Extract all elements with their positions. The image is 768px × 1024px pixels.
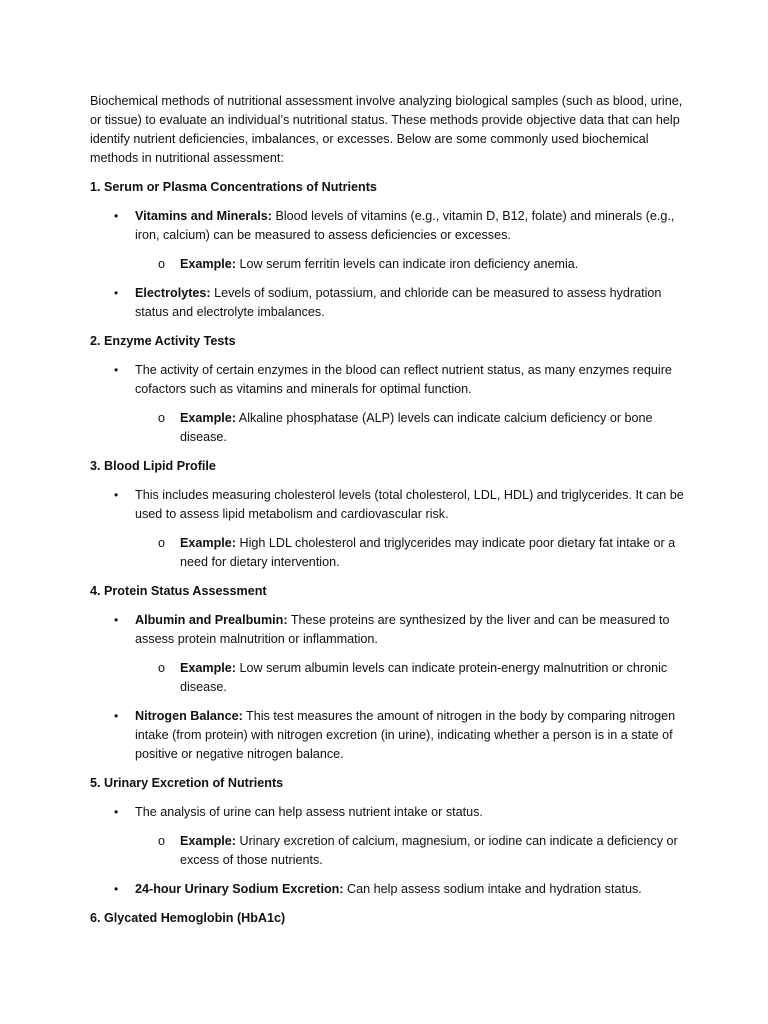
sub-bullet-marker: o (158, 834, 166, 848)
bullet-label: 24-hour Urinary Sodium Excretion: (135, 882, 344, 896)
section-heading: 5. Urinary Excretion of Nutrients (90, 776, 284, 790)
bullet-description: Can help assess sodium intake and hydration status. (343, 882, 642, 896)
bullet-description: These proteins are synthesized by the liver and can be measured to assess protein malnutrition or inflammation. (135, 613, 670, 646)
sub-bullet-marker: o (158, 257, 166, 271)
sub-item (135, 659, 690, 697)
bullet-item (90, 803, 690, 870)
example-label: Example: (180, 661, 236, 675)
sub-bullet-marker: o (158, 661, 166, 675)
example-text: Low serum albumin levels can indicate protein-energy malnutrition or chronic disease. (180, 661, 668, 694)
section-heading: 3. Blood Lipid Profile (90, 459, 216, 473)
bullet-label: Nitrogen Balance: (135, 709, 243, 723)
sections-container (90, 178, 690, 928)
bullet-description: The activity of certain enzymes in the blood can reflect nutrient status, as many enzymes require cofactors such as vitamins and minerals for optimal function. (135, 363, 672, 396)
sub-list (135, 659, 690, 697)
bullet-item (90, 707, 690, 764)
bullet-text (135, 488, 684, 521)
bullet-marker: • (114, 805, 119, 819)
bullet-item (90, 284, 690, 322)
section-heading: 6. Glycated Hemoglobin (HbA1c) (90, 911, 286, 925)
sub-list (135, 409, 690, 447)
bullet-list (90, 486, 690, 572)
bullet-list (90, 611, 690, 764)
example-text: High LDL cholesterol and triglycerides may indicate poor dietary fat intake or a need for dietary intervention. (180, 536, 676, 569)
bullet-marker: • (114, 286, 119, 300)
document-page (90, 92, 690, 938)
sub-item (135, 534, 690, 572)
sub-item (135, 832, 690, 870)
bullet-description: This includes measuring cholesterol levels (total cholesterol, LDL, HDL) and triglycerides. It can be used to assess lipid metabolism and cardiovascular risk. (135, 488, 684, 521)
bullet-list (90, 803, 690, 899)
sub-bullet-marker: o (158, 411, 166, 425)
bullet-label: Electrolytes: (135, 286, 211, 300)
bullet-text (135, 209, 674, 242)
bullet-marker: • (114, 709, 119, 723)
example-label: Example: (180, 834, 236, 848)
bullet-text (135, 286, 661, 319)
bullet-item (90, 486, 690, 572)
example-label: Example: (180, 536, 236, 550)
bullet-item (90, 880, 690, 899)
bullet-label: Albumin and Prealbumin: (135, 613, 288, 627)
example-text: Low serum ferritin levels can indicate iron deficiency anemia. (236, 257, 579, 271)
bullet-item (90, 611, 690, 697)
sub-list (135, 832, 690, 870)
bullet-text (135, 709, 675, 761)
bullet-label: Vitamins and Minerals: (135, 209, 272, 223)
bullet-description: Levels of sodium, potassium, and chloride can be measured to assess hydration status and electrolyte imbalances. (135, 286, 662, 319)
bullet-description: The analysis of urine can help assess nutrient intake or status. (135, 805, 483, 819)
example-text: Alkaline phosphatase (ALP) levels can indicate calcium deficiency or bone disease. (180, 411, 653, 444)
intro-paragraph: Biochemical methods of nutritional assessment involve analyzing biological samples (such as blood, urine, or tissue) to evaluate an individual’s nutritional status. These methods provide objective data that can help identify nutrient deficiencies, imbalances, or excesses. Below are some commonly used biochemical methods in nutritional assessment: (90, 94, 683, 165)
sub-list (135, 255, 690, 274)
section-heading: 4. Protein Status Assessment (90, 584, 267, 598)
bullet-marker: • (114, 488, 119, 502)
bullet-item (90, 361, 690, 447)
example-label: Example: (180, 257, 236, 271)
bullet-text (135, 805, 483, 819)
sub-list (135, 534, 690, 572)
bullet-marker: • (114, 209, 119, 223)
bullet-text (135, 363, 672, 396)
bullet-marker: • (114, 363, 119, 377)
bullet-item (90, 207, 690, 274)
sub-item (135, 409, 690, 447)
bullet-text (135, 613, 670, 646)
bullet-marker: • (114, 613, 119, 627)
sub-item (135, 255, 690, 274)
section-heading: 1. Serum or Plasma Concentrations of Nutrients (90, 180, 377, 194)
bullet-description: This test measures the amount of nitrogen in the body by comparing nitrogen intake (from protein) with nitrogen excretion (in urine), indicating whether a person is in a state of positive or negative nitrogen balance. (135, 709, 676, 761)
bullet-marker: • (114, 882, 119, 896)
example-text: Urinary excretion of calcium, magnesium, or iodine can indicate a deficiency or excess of those nutrients. (180, 834, 678, 867)
bullet-list (90, 207, 690, 322)
section-heading: 2. Enzyme Activity Tests (90, 334, 236, 348)
bullet-description: Blood levels of vitamins (e.g., vitamin D, B12, folate) and minerals (e.g., iron, calcium) can be measured to assess deficiencies or excesses. (135, 209, 675, 242)
bullet-text (135, 882, 642, 896)
sub-bullet-marker: o (158, 536, 166, 550)
bullet-list (90, 361, 690, 447)
example-label: Example: (180, 411, 236, 425)
